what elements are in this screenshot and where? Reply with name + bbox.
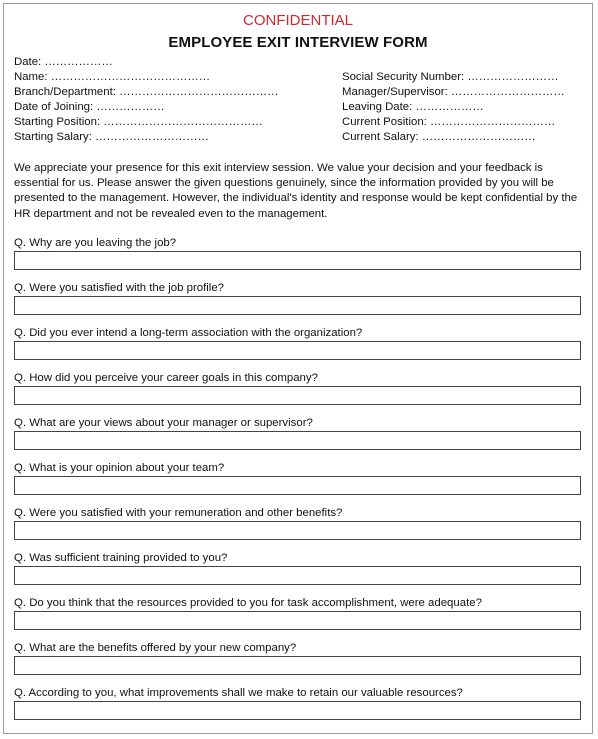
manager-supervisor-field[interactable]: Manager/Supervisor: ………………………… <box>342 86 565 98</box>
answer-field[interactable] <box>14 476 581 495</box>
answer-field[interactable] <box>14 656 581 675</box>
answer-field[interactable] <box>14 386 581 405</box>
current-salary-field[interactable]: Current Salary: ………………………… <box>342 131 536 143</box>
starting-position-field[interactable]: Starting Position: …………………………………… <box>14 116 263 128</box>
answer-field[interactable] <box>14 566 581 585</box>
answer-field[interactable] <box>14 296 581 315</box>
question-label: Q. Was sufficient training provided to you? <box>14 552 228 564</box>
form-title: EMPLOYEE EXIT INTERVIEW FORM <box>168 34 428 51</box>
name-field[interactable]: Name: …………………………………… <box>14 71 211 83</box>
question-label: Q. According to you, what improvements shall we make to retain our valuable resources? <box>14 687 463 699</box>
answer-field[interactable] <box>14 341 581 360</box>
question-label: Q. Why are you leaving the job? <box>14 237 177 249</box>
date-of-joining-field[interactable]: Date of Joining: ……………… <box>14 101 165 113</box>
question-label: Q. Did you ever intend a long-term association with the organization? <box>14 327 363 339</box>
question-label: Q. What is your opinion about your team? <box>14 462 225 474</box>
answer-field[interactable] <box>14 251 581 270</box>
answer-field[interactable] <box>14 521 581 540</box>
answer-field[interactable] <box>14 431 581 450</box>
branch-department-field[interactable]: Branch/Department: …………………………………… <box>14 86 279 98</box>
confidential-label: CONFIDENTIAL <box>242 12 353 29</box>
current-position-field[interactable]: Current Position: …………………………… <box>342 116 556 128</box>
intro-paragraph: We appreciate your presence for this exit interview session. We value your decision and your feedback is essential for us. Please answer the given questions genuinely, since the information provided by you will be presented to the management. However, the individual's identity and response would be kept confidential by the HR department and not be revealed even to the management. <box>14 162 578 220</box>
social-security-number-field[interactable]: Social Security Number: …………………… <box>342 71 559 83</box>
starting-salary-field[interactable]: Starting Salary: ………………………… <box>14 131 209 143</box>
question-label: Q. How did you perceive your career goals in this company? <box>14 372 318 384</box>
leaving-date-field[interactable]: Leaving Date: ……………… <box>342 101 484 113</box>
question-label: Q. Do you think that the resources provided to you for task accomplishment, were adequate? <box>14 597 482 609</box>
date-field[interactable]: Date: ……………… <box>14 56 113 68</box>
answer-field[interactable] <box>14 611 581 630</box>
question-label: Q. Were you satisfied with the job profile? <box>14 282 224 294</box>
question-label: Q. What are your views about your manager or supervisor? <box>14 417 313 429</box>
answer-field[interactable] <box>14 701 581 720</box>
question-label: Q. Were you satisfied with your remuneration and other benefits? <box>14 507 343 519</box>
question-label: Q. What are the benefits offered by your new company? <box>14 642 297 654</box>
